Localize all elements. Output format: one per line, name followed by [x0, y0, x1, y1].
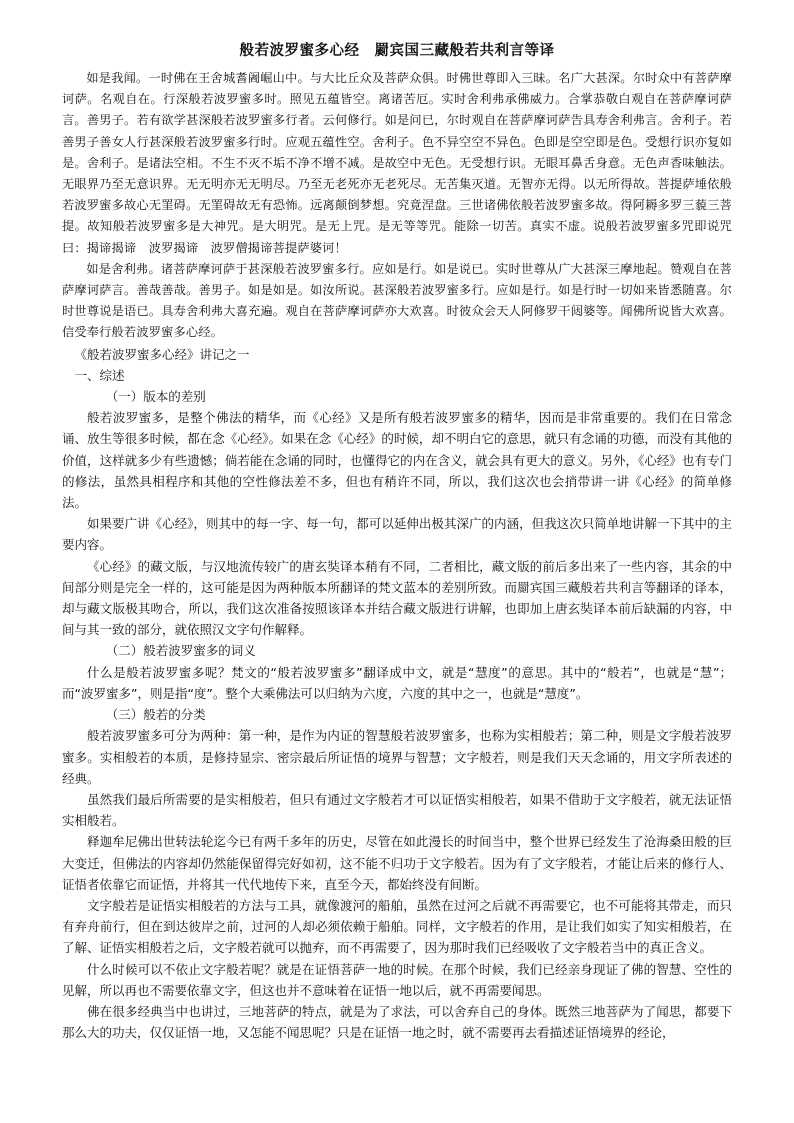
- body-paragraph: 什么时候可以不依止文字般若呢？就是在证悟菩萨一地的时候。在那个时候，我们已经亲身现证了佛的智慧、空性的见解，所以再也不需要依靠文字，但这也并不意味着在证悟一地以后，就不再需要闻思。: [62, 961, 732, 998]
- lecture-title: 《般若波罗蜜多心经》讲记之一: [74, 346, 250, 362]
- subsection-heading-versions: （一）版本的差别: [105, 389, 206, 405]
- body-paragraph: 释迦牟尼佛出世转法轮迄今已有两千多年的历史，尽管在如此漫长的时间当中，整个世界已经发生了沧海桑田般的巨大变迁，但佛法的内容却仍然能保留得完好如初，这不能不归功于文字般若。因为有了文字般若，才能让后来的修行人、证悟者依靠它而证悟，并将其一代代地传下来，直至今天，都始终没有间断。: [62, 834, 732, 892]
- body-paragraph: 如果要广讲《心经》，则其中的每一字、每一句，都可以延伸出极其深广的内涵，但我这次只简单地讲解一下其中的主要内容。: [62, 516, 732, 553]
- subsection-heading-classification: （三）般若的分类: [105, 707, 206, 723]
- document-title: 般若波罗蜜多心经 罽宾国三藏般若共利言等译: [239, 43, 555, 59]
- body-paragraph: 什么是般若波罗蜜多呢？梵文的“般若波罗蜜多”翻译成中文，就是“慧度”的意思。其中的“般若”，也就是“慧”；而“波罗蜜多”，则是指“度”。整个大乘佛法可以归纳为六度，六度的其中之一，也就是“慧度”。: [62, 664, 732, 701]
- body-paragraph: 《心经》的藏文版，与汉地流传较广的唐玄奘译本稍有不同，二者相比，藏文版的前后多出来了一些内容，其余的中间部分则是完全一样的，这可能是因为两种版本所翻译的梵文蓝本的差别所致。而罽宾国三藏般若共利言等翻译的译本，却与藏文版极其吻合，所以，我们这次准备按照该译本并结合藏文版进行讲解，也即加上唐玄奘译本前后缺漏的内容，中间与其一致的部分，就依照汉文字句作解释。: [62, 558, 732, 638]
- body-paragraph: 虽然我们最后所需要的是实相般若，但只有通过文字般若才可以证悟实相般若，如果不借助于文字般若，就无法证悟实相般若。: [62, 791, 732, 829]
- document-page: [62, 40, 732, 1043]
- sutra-paragraph-1: 如是我闻。一时佛在王舍城耆阇崛山中。与大比丘众及菩萨众俱。时佛世尊即入三昧。名广大甚深。尔时众中有菩萨摩诃萨。名观自在。行深般若波罗蜜多时。照见五蕴皆空。离诸苦厄。实时舍利弗承佛威力。合掌恭敬白观自在菩萨摩诃萨言。善男子。若有欲学甚深般若波罗蜜多行者。云何修行。如是问已，尔时观自在菩萨摩诃萨告具寿舍利弗言。舍利子。若善男子善女人行甚深般若波罗蜜多行时。应观五蕴性空。舍利子。色不异空空不异色。色即是空空即是色。受想行识亦复如是。舍利子。是诸法空相。不生不灭不垢不净不增不减。是故空中无色。无受想行识。无眼耳鼻舌身意。无色声香味触法。无眼界乃至无意识界。无无明亦无无明尽。乃至无老死亦无老死尽。无苦集灭道。无智亦无得。以无所得故。菩提萨埵依般若波罗蜜多故心无罣碍。无罣碍故无有恐怖。远离颠倒梦想。究竟涅盘。三世诸佛依般若波罗蜜多故。得阿耨多罗三藐三菩提。故知般若波罗蜜多是大神咒。是大明咒。是无上咒。是无等等咒。能除一切苦。真实不虚。说般若波罗蜜多咒即说咒曰：揭谛揭谛 波罗揭谛 波罗僧揭谛菩提萨婆诃！: [62, 71, 732, 255]
- body-paragraph: 佛在很多经典当中也讲过，三地菩萨的特点，就是为了求法，可以舍弃自己的身体。既然三地菩萨为了闻思，都要下那么大的功夫，仅仅证悟一地，又怎能不闻思呢？只是在证悟一地之时，就不需要再去看描述证悟境界的经论，: [62, 1003, 732, 1041]
- body-paragraph: 般若波罗蜜多可分为两种：第一种，是作为内证的智慧般若波罗蜜多，也称为实相般若；第二种，则是文字般若波罗蜜多。实相般若的本质，是修持显宗、密宗最后所证悟的境界与智慧；文字般若，则是我们天天念诵的，用文字所表述的经典。: [62, 728, 732, 786]
- body-paragraph: 文字般若是证悟实相般若的方法与工具，就像渡河的船舶，虽然在过河之后就不再需要它，也不可能将其带走，而只有弃舟前行，但在到达彼岸之前，过河的人却必须依赖于船舶。同样，文字般若的作用，是让我们如实了知实相般若，在了解、证悟实相般若之后，文字般若就可以抛弃，而不再需要了，因为那时我们已经吸收了文字般若当中的真正含义。: [62, 897, 732, 956]
- body-paragraph: 般若波罗蜜多，是整个佛法的精华，而《心经》又是所有般若波罗蜜多的精华，因而是非常重要的。我们在日常念诵、放生等很多时候，都在念《心经》。如果在念《心经》的时候，却不明白它的意思，就只有念诵的功德，而没有其他的价值，这样就多少有些遗憾；倘若能在念诵的同时，也懂得它的内在含义，就会具有更大的意义。另外，《心经》也有专门的修法，虽然具相程序和其他的空性修法差不多，但也有稍许不同，所以，我们这次也会捎带讲一讲《心经》的简单修法。: [62, 410, 732, 511]
- sutra-paragraph-2: 如是舍利弗。诸菩萨摩诃萨于甚深般若波罗蜜多行。应如是行。如是说已。实时世尊从广大甚深三摩地起。赞观自在菩萨摩诃萨言。善哉善哉。善男子。如是如是。如汝所说。甚深般若波罗蜜多行。应如是行。如是行时一切如来皆悉随喜。尔时世尊说是语已。具寿舍利弗大喜充遍。观自在菩萨摩诃萨亦大欢喜。时彼众会天人阿修罗干闼婆等。闻佛所说皆大欢喜。信受奉行般若波罗蜜多心经。: [62, 261, 732, 340]
- section-heading-overview: 一、综述: [74, 367, 125, 383]
- subsection-heading-meaning: （二）般若波罗蜜多的词义: [105, 643, 256, 659]
